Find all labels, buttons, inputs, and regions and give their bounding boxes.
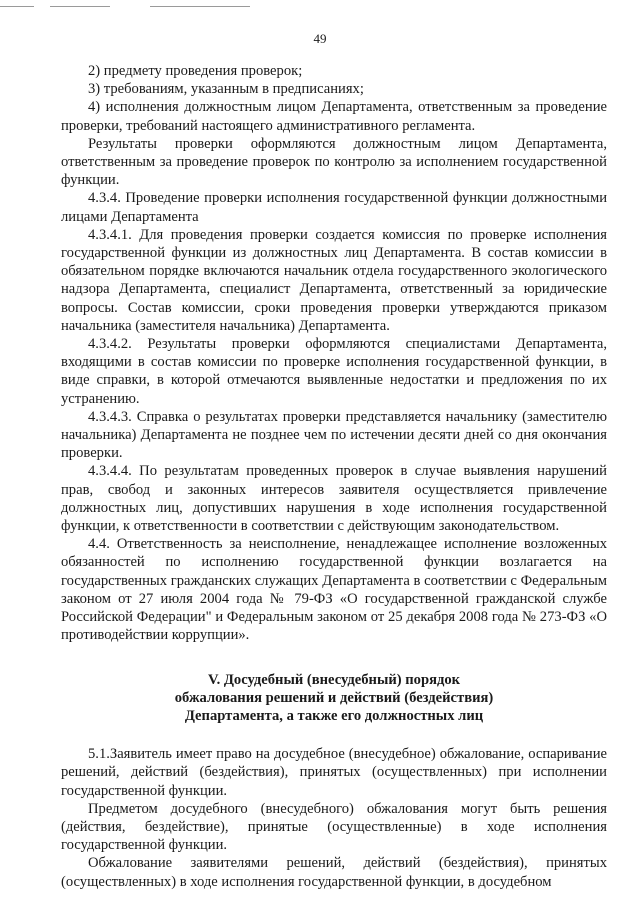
paragraph: Предметом досудебного (внесудебного) обжалования могут быть решения (действия, бездействие), принятые (осуществленные) в ходе исполнения государственной функции.	[61, 800, 607, 854]
paragraphs-bottom	[61, 745, 607, 891]
scan-artifact	[50, 6, 110, 7]
paragraph: 4.3.4.1. Для проведения проверки создается комиссия по проверке исполнения государственной функции из должностных лиц Департамента. В состав комиссии в обязательном порядке включаются начальник отдела государственного экологического надзора Департамента, специалист Департамента, ответственный за юридические вопросы. Состав комиссии, сроки проведения проверки утверждаются приказом начальника (заместителя начальника) Департамента.	[61, 226, 607, 334]
section-heading-line: обжалования решений и действий (бездействия)	[174, 689, 494, 706]
paragraph: 2) предмету проведения проверок;	[88, 63, 303, 79]
scan-artifact	[150, 6, 250, 7]
paragraph: 4.3.4.3. Справка о результатах проверки представляется начальнику (заместителю начальника) Департамента не позднее чем по истечении десяти дней со дня окончания проверки.	[61, 408, 607, 462]
section-heading	[61, 671, 607, 726]
paragraph: 3) требованиям, указанным в предписаниях;	[88, 81, 364, 98]
page-number: 49	[313, 31, 327, 46]
paragraph: Обжалование заявителями решений, действий (бездействия), принятых (осуществленных) в ходе исполнения государственной функции, в досудебном	[61, 855, 607, 890]
paragraph: 4.3.4. Проведение проверки исполнения государственной функции должностными лицами Департамента	[61, 190, 607, 225]
paragraph: 5.1.Заявитель имеет право на досудебное (внесудебное) обжалование, оспаривание решений, действий (бездействия), принятых (осуществленных) при исполнении государственной функции.	[61, 746, 607, 799]
scan-artifact	[0, 6, 34, 7]
section-heading-line: Департамента, а также его должностных лиц	[184, 707, 484, 724]
paragraph: 4.3.4.4. По результатам проведенных проверок в случае выявления нарушений прав, свобод и законных интересов заявителя осуществляется привлечение должностных лиц, допустивших нарушения в ходе исполнения государственной функции, к ответственности в соответствии с действующим законодательством.	[61, 463, 607, 535]
section-heading-line: V. Досудебный (внесудебный) порядок	[207, 671, 461, 688]
document-body	[61, 62, 607, 891]
paragraph: 4.3.4.2. Результаты проверки оформляются специалистами Департамента, входящими в состав комиссии по проверке исполнения государственной функции, в виде справки, в которой отмечаются выявленные недостатки и предложения по их устранению.	[61, 336, 607, 407]
paragraphs-top	[61, 62, 607, 645]
paragraph: 4) исполнения должностным лицом Департамента, ответственным за проведение проверки, требований настоящего административного регламента.	[61, 99, 607, 134]
paragraph: Результаты проверки оформляются должностным лицом Департамента, ответственным за проведение проверок по контролю за исполнением государственной функции.	[61, 135, 607, 189]
paragraph: 4.4. Ответственность за неисполнение, ненадлежащее исполнение возложенных обязанностей по исполнению государственной функции возлагается на государственных гражданских служащих Департамента в соответствии с Федеральным законом от 27 июля 2004 года № 79-ФЗ «О государственной гражданской службе Российской Федерации" и Федеральным законом от 25 декабря 2008 года № 273-ФЗ «О противодействии коррупции».	[61, 536, 607, 644]
